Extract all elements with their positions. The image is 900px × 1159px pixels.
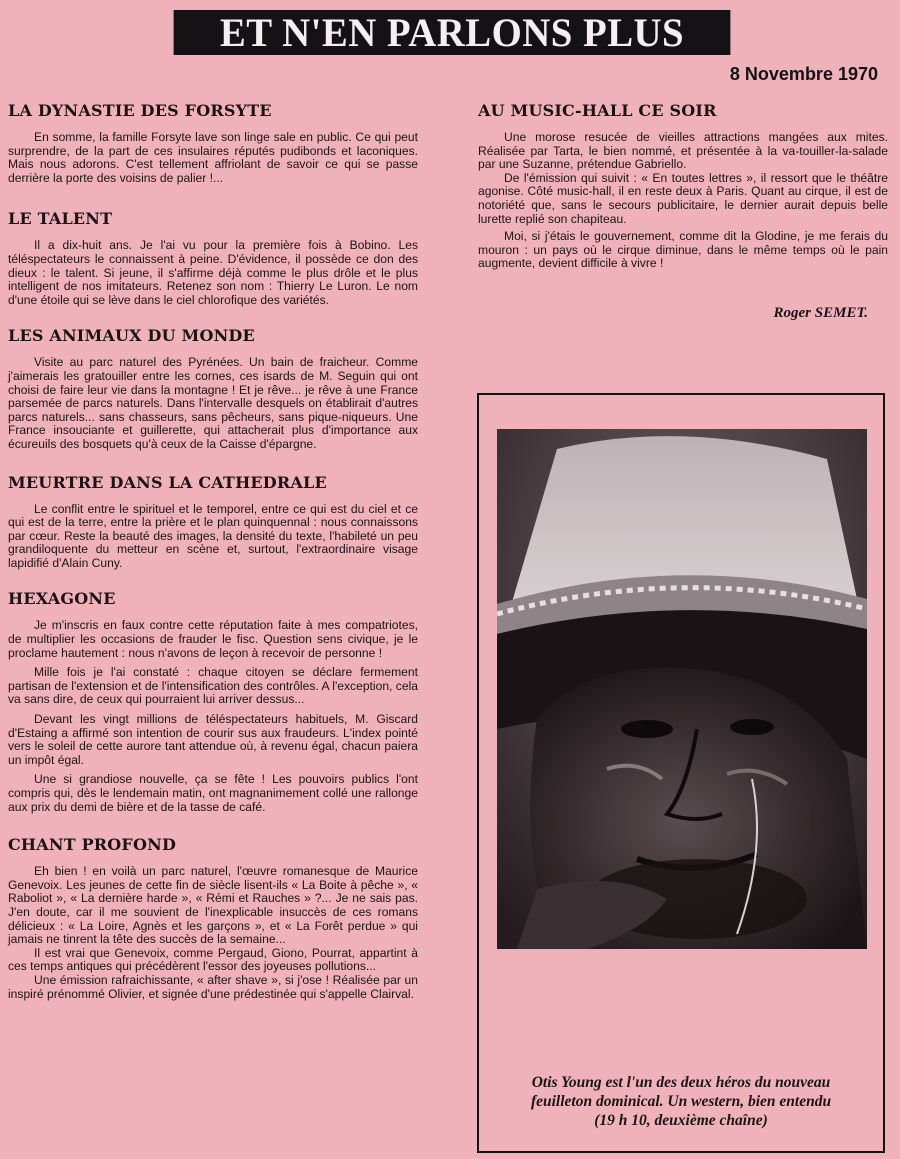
photo-frame (477, 393, 885, 1153)
author-signature: Roger SEMET. (773, 304, 868, 321)
article-chant-profond (8, 834, 424, 1001)
article-cathedrale (8, 472, 424, 571)
article-heading: LES ANIMAUX DU MONDE (8, 326, 255, 346)
photo-caption (489, 1073, 873, 1130)
article-paragraph: Je m'inscris en faux contre cette réputation faite à mes compatriotes, de multiplier les occasions de frauder le fisc. Question sens civique, je le proclame hautement : nous n'avons de leçon à recevoir de personne ! (8, 618, 418, 660)
article-animaux (8, 325, 424, 451)
article-heading: HEXAGONE (8, 589, 116, 609)
article-paragraph: Il est vrai que Genevoix, comme Pergaud, Giono, Pourrat, appartint à ces temps antiques qui précédèrent l'essor des joyeuses pollutions... (8, 945, 418, 974)
caption-line: Otis Young est l'un des deux héros du nouveau (531, 1074, 831, 1091)
left-column (8, 100, 424, 1001)
article-paragraph: Une émission rafraichissante, « after shave », si j'ose ! Réalisée par un inspiré prénommé Olivier, et signée d'une prédestinée qui s'appelle Clairval. (8, 972, 418, 1001)
portrait-photo (497, 429, 867, 949)
article-heading: MEURTRE DANS LA CATHEDRALE (8, 472, 327, 492)
article-paragraph: Mille fois je l'ai constaté : chaque citoyen se déclare fermement partisan de l'extension et de l'intensification des contrôles. A l'exception, cela va sans dire, de ceux qui pourraient lui arriver dessus... (8, 665, 418, 707)
article-heading: CHANT PROFOND (8, 835, 177, 855)
article-paragraph: En somme, la famille Forsyte lave son linge sale en public. Ce qui peut surprendre, de la part de ces insulaires réputés pudibonds et laconiques. Mais nous adorons. C'est tellement affriolant de savoir ce qui se passe derrière la porte des voisins de palier !... (8, 130, 418, 185)
article-paragraph: De l'émission qui suivit : « En toutes lettres », il ressort que le théâtre agonise. Côté music-hall, il en reste deux à Paris. Quant au cirque, il est de notoriété que, sans le secours publicitaire, le dernier aurait depuis belle lurette replié son chapiteau. (478, 170, 888, 226)
page-title: ET N'EN PARLONS PLUS (174, 10, 731, 55)
article-paragraph: Devant les vingt millions de téléspectateurs habituels, M. Giscard d'Estaing a affirmé son intention de courir sus aux fraudeurs. L'index pointé vers le soleil de cette aurore tant attendue où, à revenu égal, chacun paiera un impôt égal. (8, 712, 418, 767)
article-paragraph: Il a dix-huit ans. Je l'ai vu pour la première fois à Bobino. Les téléspectateurs le connaissent à peine. D'évidence, il possède ce don des dieux : le talent. Si jeune, il s'affirme déjà comme le plus drôle et le plus intelligent de nos imitateurs. Retenez son nom : Thierry Le Luron. Le nom d'une étoile qui se lève dans le ciel chlorofique des variétés. (8, 238, 418, 307)
article-talent (8, 208, 424, 307)
article-forsyte (8, 100, 424, 185)
article-paragraph: Eh bien ! en voilà un parc naturel, l'œuvre romanesque de Maurice Genevoix. Les jeunes de cette fin de siècle lisent-ils « La Boite à pêche », « Raboliot », « La dernière harde », « Rémi et Rauches » ?... Je ne sais pas. J'en doute, car il me souvient de l'inexplicable insuccès de ces romans délicieux : « La Loire, Agnès et les garçons », et « La Forêt perdue » qui jamais ne tinrent la tête des succès de la semaine... (8, 864, 418, 947)
right-column (478, 100, 894, 322)
article-heading: LE TALENT (8, 209, 113, 229)
article-paragraph: Visite au parc naturel des Pyrénées. Un bain de fraicheur. Comme j'aimerais les gratouiller entre les cornes, ces isards de M. Seguin qui ont choisi de faire leur vie dans la montagne ! Et je rêve... je rêve à une France parsemée de parcs naturels. Dans l'intervalle desquels on établirait d'autres parcs naturels... sans chasseurs, sans pêcheurs, sans pique-niqueurs. Une France insouciante et guillerette, qui attacherait plus d'importance aux écureuils des bosquets qu'à ceux de la Caisse d'épargne. (8, 355, 418, 451)
caption-line: (19 h 10, deuxième chaîne) (594, 1112, 768, 1129)
article-hexagone (8, 588, 424, 814)
article-music-hall (478, 100, 894, 322)
article-paragraph: Une si grandiose nouvelle, ça se fête ! Les pouvoirs publics l'ont compris qui, dès le lendemain matin, ont magnanimement collé une rallonge aux prix du demi de bière et de la tasse de café. (8, 772, 418, 814)
article-heading: AU MUSIC-HALL CE SOIR (478, 101, 717, 120)
caption-line: feuilleton dominical. Un western, bien entendu (530, 1093, 832, 1110)
article-paragraph: Le conflit entre le spirituel et le temporel, entre ce qui est du ciel et ce qui est de la terre, entre la prière et le plan quinquennal : nous connaissons par cœur. Reste la beauté des images, la densité du texte, l'habileté un peu grandiloquente du metteur en scène et, surtout, l'extraordinaire visage lapidifié d'Alain Cuny. (8, 501, 418, 570)
article-paragraph: Moi, si j'étais le gouvernement, comme dit la Glodine, je me ferais du mouron : un pays où le cirque diminue, dans le même temps où le pain augmente, devient difficile à vivre ! (478, 229, 888, 271)
article-heading: LA DYNASTIE DES FORSYTE (8, 101, 272, 120)
publication-date: 8 Novembre 1970 (729, 64, 878, 84)
article-paragraph: Une morose resucée de vieilles attractions mangées aux mites. Réalisée par Tarta, le bien nommé, et présentée à la va-touiller-la-salade par une Suzanne, prétendue Gabriello. (478, 130, 888, 172)
portrait-illustration (497, 429, 867, 949)
